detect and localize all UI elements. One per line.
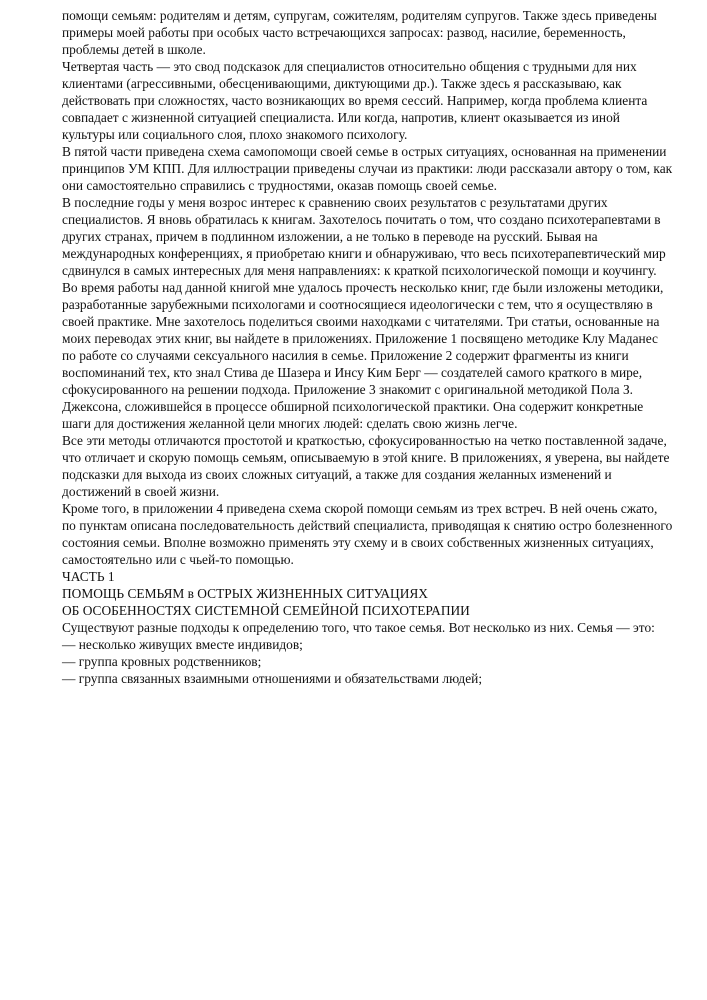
list-item: — группа связанных взаимными отношениями и обязательствами людей; (62, 671, 483, 686)
paragraph: Четвертая часть — это свод подсказок для специалистов относительно общения с трудными для них клиентами (агрессивными, обесценивающими, диктующими др.). Также здесь я рассказываю, как действовать при сложностях, часто возникающих во время сессий. Например, когда проблема клиента совпадает с жизненной ситуацией специалиста. Или когда, напротив, клиент оказывается из иной культуры или социального слоя, плохо знакомого психологу. (62, 59, 648, 142)
part-label: ЧАСТЬ 1 (62, 569, 115, 584)
paragraph: В пятой части приведена схема самопомощи своей семье в острых ситуациях, основанная на применении принципов УМ КПП. Для иллюстрации приведены случаи из практики: люди рассказали автору о том, как они самостоятельно справились с трудностями, оказав помощь своей семье. (62, 144, 673, 193)
paragraph: Кроме того, в приложении 4 приведена схема скорой помощи семьям из трех встреч. В ней очень сжато, по пунктам описана последовательность действий специалиста, приводящая к снятию остро болезненного состояния семьи. Вполне возможно применять эту схему и в своих собственных жизненных ситуациях, самостоятельно или с чьей-то помощью. (62, 501, 673, 567)
list-item: — несколько живущих вместе индивидов; (62, 637, 303, 652)
paragraph: Все эти методы отличаются простотой и краткостью, сфокусированностью на четко поставленной задаче, что отличает и скорую помощь семьям, описываемую в этой книге. В приложениях, я уверена, вы найдете подсказки для выхода из своих сложных ситуаций, а также для создания желанных изменений и достижений в своей жизни. (62, 433, 670, 499)
part-title: ПОМОЩЬ СЕМЬЯМ в ОСТРЫХ ЖИЗНЕННЫХ СИТУАЦИЯХ (62, 586, 428, 601)
section-title: ОБ ОСОБЕННОСТЯХ СИСТЕМНОЙ СЕМЕЙНОЙ ПСИХОТЕРАПИИ (62, 603, 470, 618)
paragraph: помощи семьям: родителям и детям, супругам, сожителям, родителям супругов. Также здесь приведены примеры моей работы при особых часто встречающихся запросах: развод, насилие, беременность, проблемы детей в школе. (62, 8, 657, 57)
paragraph: Во время работы над данной книгой мне удалось прочесть несколько книг, где были изложены методики, разработанные зарубежными психологами и соотносящиеся идеологически с тем, что я осуществляю в своей практике. Мне захотелось поделиться своими находками с читателями. Три статьи, основанные на моих переводах этих книг, вы найдете в приложениях. Приложение 1 посвящено методике Клу Маданес по работе со случаями сексуального насилия в семье. Приложение 2 содержит фрагменты из книги воспоминаний тех, кто знал Стива де Шазера и Инсу Ким Берг — создателей самого краткого в мире, сфокусированного на решении подхода. Приложение 3 знакомит с оригинальной методикой Пола З. Джексона, сложившейся в процессе обширной психологической практики. Она содержит конкретные шаги для достижения желанной цели многих людей: сделать свою жизнь легче. (62, 280, 664, 431)
paragraph: В последние годы у меня возрос интерес к сравнению своих результатов с результатами других специалистов. Я вновь обратилась к книгам. Захотелось почитать о том, что создано психотерапевтами в других странах, причем в подлинном изложении, а не только в переводе на русский. Бывая на международных конференциях, я приобретаю книги и обнаруживаю, что весь психотерапевтический мир сдвинулся в самых интересных для меня направлениях: к краткой психологической помощи и коучингу. (62, 195, 666, 278)
list-item: — группа кровных родственников; (62, 654, 262, 669)
definition-intro: Существуют разные подходы к определению того, что такое семья. Вот несколько из них. Семья — это: (62, 620, 655, 635)
